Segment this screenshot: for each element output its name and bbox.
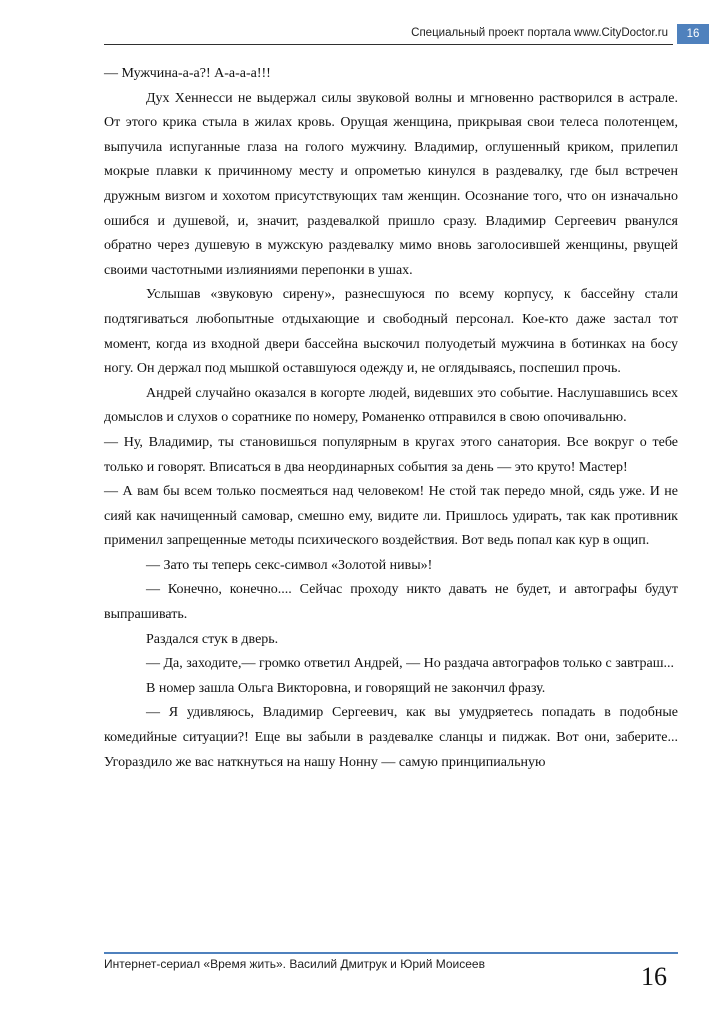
header-title: Специальный проект портала www.CityDoctor.ru xyxy=(411,27,668,39)
header-page-badge: 16 xyxy=(677,24,709,44)
paragraph: — Мужчина-а-а?! А-а-а-а!!! xyxy=(104,66,271,81)
paragraph: — Да, заходите,— громко ответил Андрей, — Но раздача автографов только с завтраш... xyxy=(146,656,675,672)
paragraph: — Ну, Владимир, ты становишься популярным в кругах этого санатория. Все вокруг о тебе только и говорят. Вписаться в два неординарных события за день — это круто! Мастер! xyxy=(104,434,678,475)
paragraph: В номер зашла Ольга Викторовна, и говорящий не закончил фразу. xyxy=(146,680,546,696)
paragraph: — Конечно, конечно.... Сейчас проходу никто давать не будет, и автографы будут выпрашивать. xyxy=(104,582,678,623)
paragraph: Дух Хеннесси не выдержал силы звуковой волны и мгновенно растворился в астрале. От этого крика стыла в жилах кровь. Орущая женщина, прикрывая свои телеса полотенцем, выпучила испуганные глаза на голого мужчину. Владимир, оглушенный криком, прилепил мокрые плавки к причинному месту и опрометью кинулся в раздевалку, где был встречен дружным визгом и хохотом присутствующих там женщин. Осознание того, что он изначально ошибся и душевой, и, значит, раздевалкой пришло сразу. Владимир Сергеевич рванулся обратно через душевую в мужскую раздевалку мимо вновь заголосившей женщины, рвущей своими частотными излияниями перепонки в ушах. xyxy=(104,90,678,278)
paragraph: Андрей случайно оказался в когорте людей, видевших это событие. Наслушавшись всех домыслов и слухов о соратнике по номеру, Романенко отправился в свою опочивальню. xyxy=(104,385,678,426)
paragraph: — Зато ты теперь секс-символ «Золотой нивы»! xyxy=(146,557,433,573)
header-divider xyxy=(104,44,673,45)
paragraph: — Я удивляюсь, Владимир Сергеевич, как вы умудряетесь попадать в подобные комедийные ситуации?! Еще вы забыли в раздевалке сланцы и пиджак. Вот они, заберите... Угораздило же вас наткнуться на нашу Нонну — самую принципиальную xyxy=(104,705,678,770)
footer-title: Интернет-сериал «Время жить». Василий Дмитрук и Юрий Моисеев xyxy=(104,957,485,971)
document-body xyxy=(104,62,678,775)
footer-page-number: 16 xyxy=(641,962,667,991)
footer-divider xyxy=(104,952,678,954)
paragraph: Услышав «звуковую сирену», разнесшуюся по всему корпусу, к бассейну стали подтягиваться любопытные отдыхающие и свободный персонал. Кое-кто даже застал тот момент, когда из входной двери бассейна выскочил полуодетый мужчина в ботинках на босу ногу. Он держал под мышкой оставшуюся одежду и, не оглядываясь, поспешил прочь. xyxy=(104,287,678,377)
paragraph: Раздался стук в дверь. xyxy=(146,631,279,647)
paragraph: — А вам бы всем только посмеяться над человеком! Не стой так передо мной, сядь уже. И не сияй как начищенный самовар, смешно ему, видите ли. Пришлось удирать, так как противник применил запрещенные методы психического воздействия. Вот ведь попал как кур в ощип. xyxy=(104,484,678,549)
page-header xyxy=(0,0,728,46)
